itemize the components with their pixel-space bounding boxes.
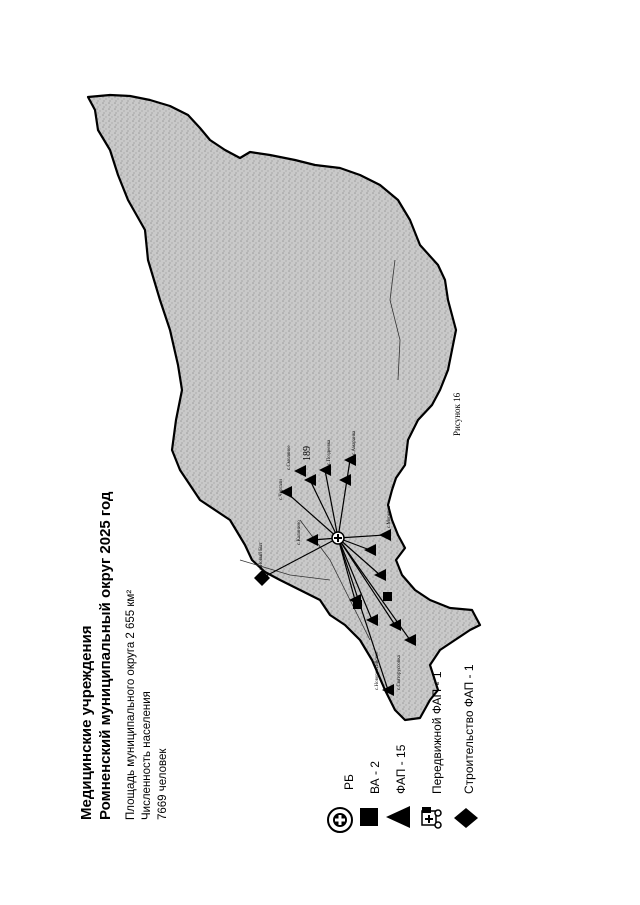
settlement-label: с.Моревка — [387, 506, 392, 528]
triangle-icon — [384, 805, 412, 829]
legend-label-mobile-fap: Передвижной ФАП - 1 — [430, 671, 444, 794]
hospital-cross-icon — [325, 805, 355, 835]
settlement-label: с.Поздеевка — [327, 439, 332, 465]
population-value: 7669 человек — [157, 748, 169, 820]
legend-label-va: ВА - 2 — [368, 761, 382, 794]
va-marker — [383, 592, 392, 601]
page-number: 189 — [302, 446, 313, 461]
legend-label-fap: ФАП - 15 — [394, 744, 408, 794]
settlement-label: с.Калинино — [297, 520, 302, 545]
settlement-label: с.Амаранка — [352, 430, 357, 455]
diamond-icon — [452, 806, 480, 830]
settlement-label: с.Чергали — [279, 479, 284, 500]
settlement-label: с.Новый Быт — [259, 542, 264, 570]
square-icon — [358, 806, 380, 828]
settlement-label: с.Новороссийское — [375, 651, 380, 690]
population-label: Численность населения — [141, 691, 153, 820]
area-stat: Площадь муниципального округа 2 655 км² — [125, 589, 137, 820]
mobile-fap-icon — [418, 805, 444, 833]
map-title-block — [78, 492, 171, 820]
legend-label-construction: Строительство ФАП - 1 — [462, 664, 476, 794]
map-title-line1: Медицинские учреждения — [78, 625, 95, 820]
figure-caption: Рисунок 16 — [452, 392, 462, 436]
central-hospital-marker — [332, 532, 344, 544]
map-title-line2: Ромненский муниципальный округ 2025 год — [97, 491, 114, 820]
legend-label-rb: РБ — [342, 774, 356, 790]
settlement-label: с.Смоляное — [287, 445, 292, 470]
settlement-label: с.Святоруссовка — [397, 655, 402, 690]
va-marker — [353, 600, 362, 609]
